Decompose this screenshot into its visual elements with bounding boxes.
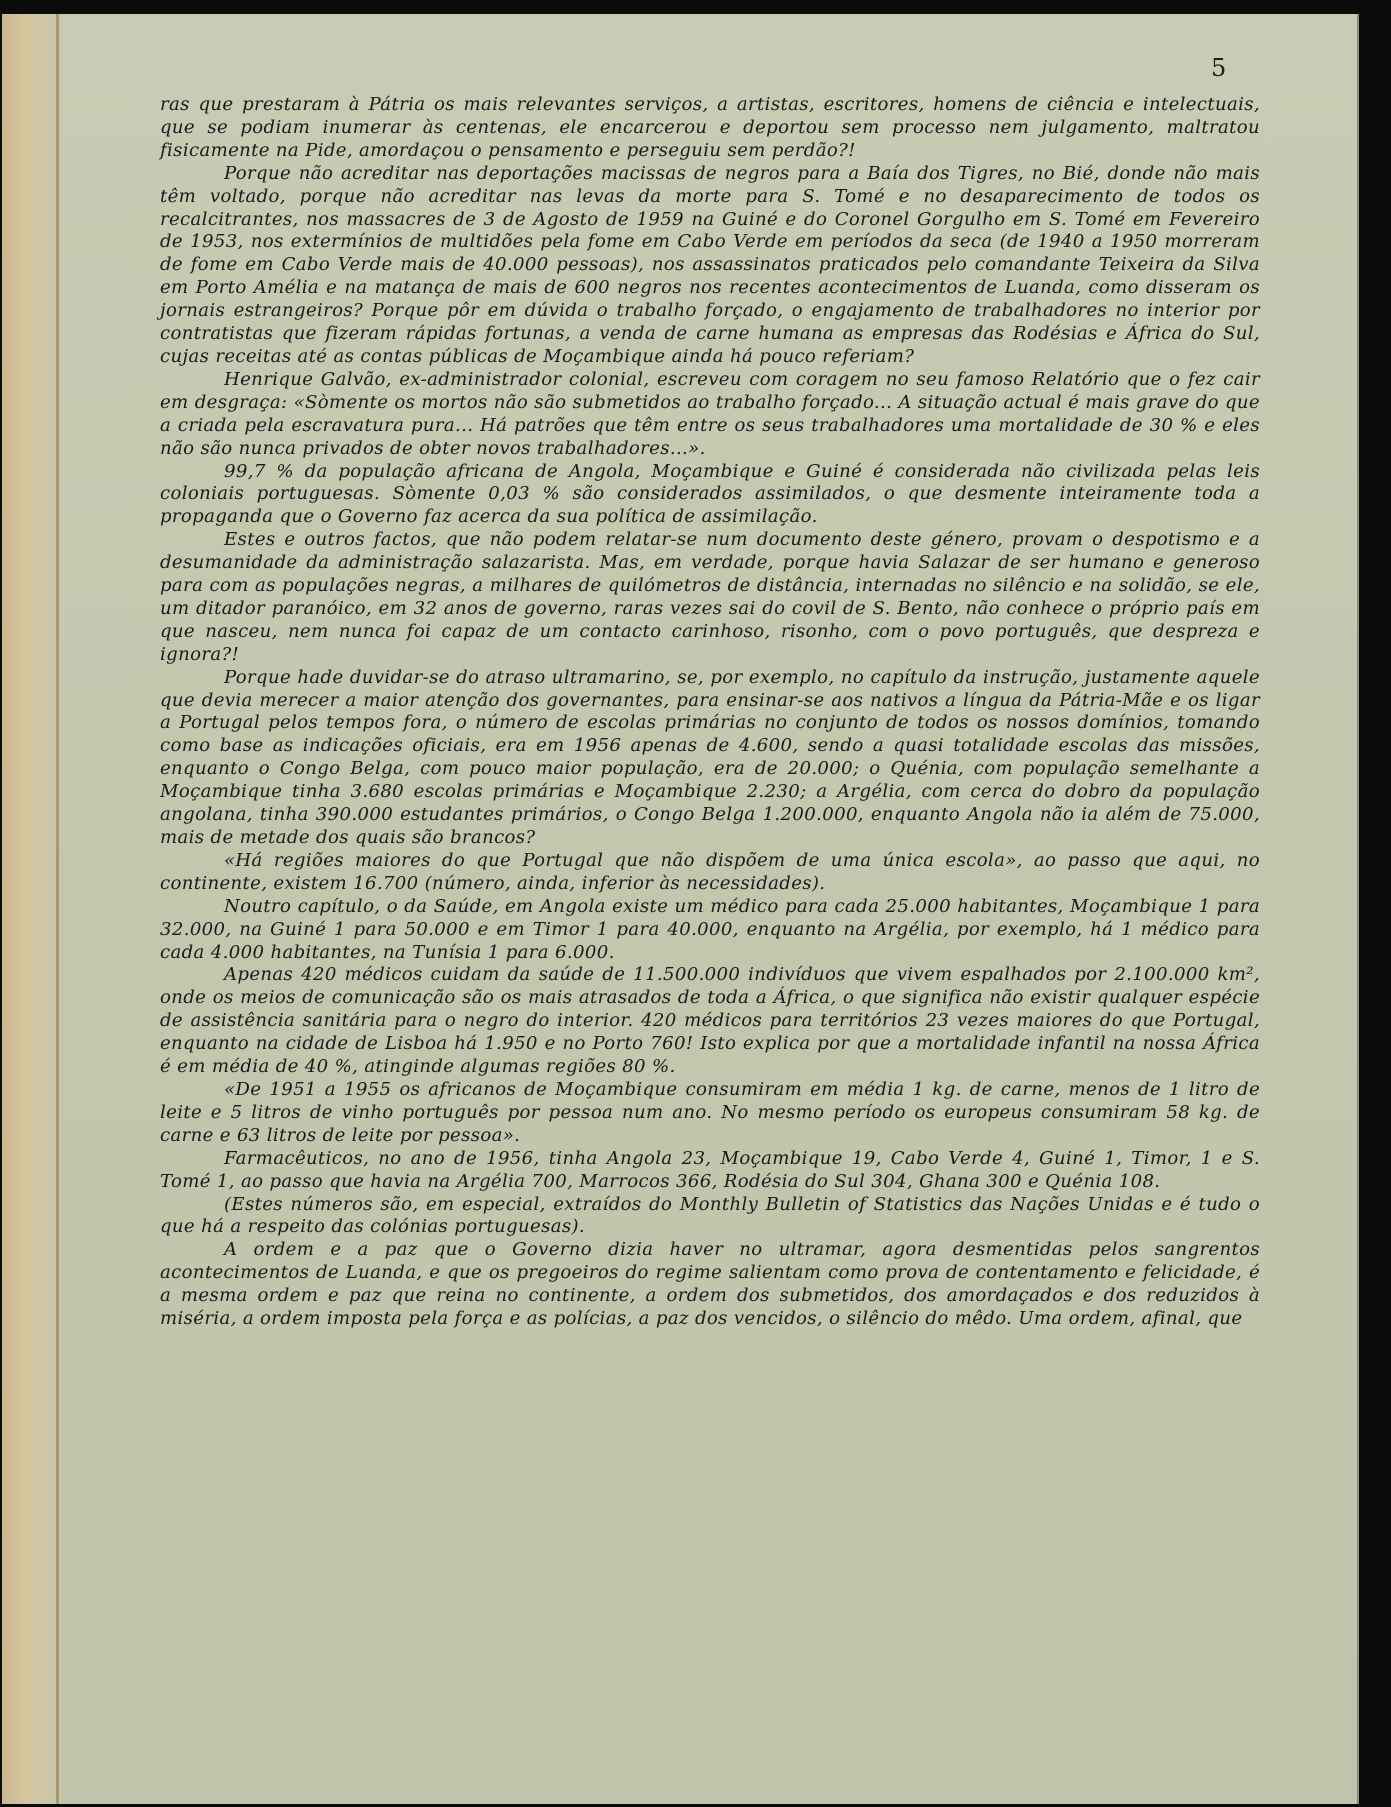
binding-edge [2, 14, 62, 1804]
paragraph: Estes e outros factos, que não podem relatar-se num documento deste género, provam o despotismo e a desumanidade da administração salazarista. Mas, em verdade, porque havia Salazar de ser humano e generoso para com as populações negras, a milhares de quilómetros de distância, internadas no silêncio e na solidão, se ele, um ditador paranóico, em 32 anos de governo, raras vezes sai do covil de S. Bento, não conhece o próprio país em que nasceu, nem nunca foi capaz de um contacto carinhoso, risonho, com o povo português, que despreza e ignora?! [160, 529, 1260, 665]
paragraph: (Estes números são, em especial, extraídos do Monthly Bulletin of Statistics das Nações Unidas e é tudo o que há a respeito das colónias portuguesas). [160, 1193, 1260, 1238]
paragraph: Porque hade duvidar-se do atraso ultramarino, se, por exemplo, no capítulo da instrução, justamente aquele que devia merecer a maior atenção dos governantes, para ensinar-se aos nativos a língua da Pátria-Mãe e os ligar a Portugal pelos tempos fora, o número de escolas primárias no conjunto de todos os nossos domínios, tomando como base as indicações oficiais, era em 1956 apenas de 4.600, sendo a quasi totalidade escolas das missões, enquanto o Congo Belga, com pouco maior população, era de 20.000; o Quénia, com população semelhante a Moçambique tinha 3.680 escolas primárias e Moçambique 2.230; a Argélia, com cerca do dobro da população angolana, tinha 390.000 estudantes primários, o Congo Belga 1.200.000, enquanto Angola não ia além de 75.000, mais de metade dos quais são brancos? [160, 666, 1260, 848]
paragraph: Apenas 420 médicos cuidam da saúde de 11.500.000 indivíduos que vivem espalhados por 2.100.000 km², onde os meios de comunicação são os mais atrasados de toda a África, o que significa não existir qualquer espécie de assistência sanitária para o negro do interior. 420 médicos para territórios 23 vezes maiores do que Portugal, enquanto na cidade de Lisboa há 1.950 e no Porto 760! Isto explica por que a mortalidade infantil na nossa África é em média de 40 %, atinginde algumas regiões 80 %. [160, 964, 1260, 1078]
paragraph: ras que prestaram à Pátria os mais relevantes serviços, a artistas, escritores, homens de ciência e intelectuais, que se podiam inumerar às centenas, ele encarcerou e deportou sem processo nem julgamento, maltratou fisicamente na Pide, amordaçou o pensamento e perseguiu sem perdão?! [160, 94, 1260, 161]
paragraph: 99,7 % da população africana de Angola, Moçambique e Guiné é considerada não civilizada pelas leis coloniais portuguesas. Sòmente 0,03 % são considerados assimilados, o que desmente inteiramente toda a propaganda que o Governo faz acerca da sua política de assimilação. [160, 460, 1260, 528]
paragraph: A ordem e a paz que o Governo dizia haver no ultramar, agora desmentidas pelos sangrentos acontecimentos de Luanda, e que os pregoeiros do regime salientam como prova de contentamento e felicidade, é a mesma ordem e paz que reina no continente, a ordem dos submetidos, dos amordaçados e dos reduzidos à miséria, a ordem imposta pela força e as polícias, a paz dos vencidos, o silêncio do mêdo. Uma ordem, afinal, que [160, 1239, 1260, 1330]
paragraph: «Há regiões maiores do que Portugal que não dispõem de uma única escola», ao passo que aqui, no continente, existem 16.700 (número, ainda, inferior às necessidades). [160, 849, 1260, 894]
paragraph: Noutro capítulo, o da Saúde, em Angola existe um médico para cada 25.000 habitantes, Moçambique 1 para 32.000, na Guiné 1 para 50.000 e em Timor 1 para 40.000, enquanto na Argélia, por exemplo, há 1 médico para cada 4.000 habitantes, na Tunísia 1 para 6.000. [160, 895, 1260, 963]
paragraph: «De 1951 a 1955 os africanos de Moçambique consumiram em média 1 kg. de carne, menos de 1 litro de leite e 5 litros de vinho português por pessoa num ano. No mesmo período os europeus consumiram 58 kg. de carne e 63 litros de leite por pessoa». [160, 1078, 1260, 1146]
body-text [160, 94, 1260, 1331]
paragraph: Porque não acreditar nas deportações macissas de negros para a Baía dos Tigres, no Bié, donde não mais têm voltado, porque não acreditar nas levas da morte para S. Tomé e no desaparecimento de todos os recalcitrantes, nos massacres de 3 de Agosto de 1959 na Guiné e do Coronel Gorgulho em S. Tomé em Fevereiro de 1953, nos extermínios de multidões pela fome em Cabo Verde em períodos da seca (de 1940 a 1950 morreram de fome em Cabo Verde mais de 40.000 pessoas), nos assassinatos praticados pelo comandante Teixeira da Silva em Porto Amélia e na matança de mais de 600 negros nos recentes acontecimentos de Luanda, como disseram os jornais estrangeiros? Porque pôr em dúvida o trabalho forçado, o engajamento de trabalhadores no interior por contratistas que fizeram rápidas fortunas, a venda de carne humana as empresas das Rodésias e África do Sul, cujas receitas até as contas públicas de Moçambique ainda há pouco referiam? [160, 162, 1260, 367]
page-number: 5 [1211, 54, 1227, 82]
binding-fold [56, 14, 59, 1804]
paragraph: Henrique Galvão, ex-administrador colonial, escreveu com coragem no seu famoso Relatório que o fez cair em desgraça: «Sòmente os mortos não são submetidos ao trabalho forçado... A situação actual é mais grave do que a criada pela escravatura pura... Há patrões que têm entre os seus trabalhadores uma mortalidade de 30 % e eles não são nunca privados de obter novos trabalhadores...». [160, 368, 1260, 459]
paragraph: Farmacêuticos, no ano de 1956, tinha Angola 23, Moçambique 19, Cabo Verde 4, Guiné 1, Timor, 1 e S. Tomé 1, ao passo que havia na Argélia 700, Marrocos 366, Rodésia do Sul 304, Ghana 300 e Quénia 108. [160, 1147, 1260, 1192]
